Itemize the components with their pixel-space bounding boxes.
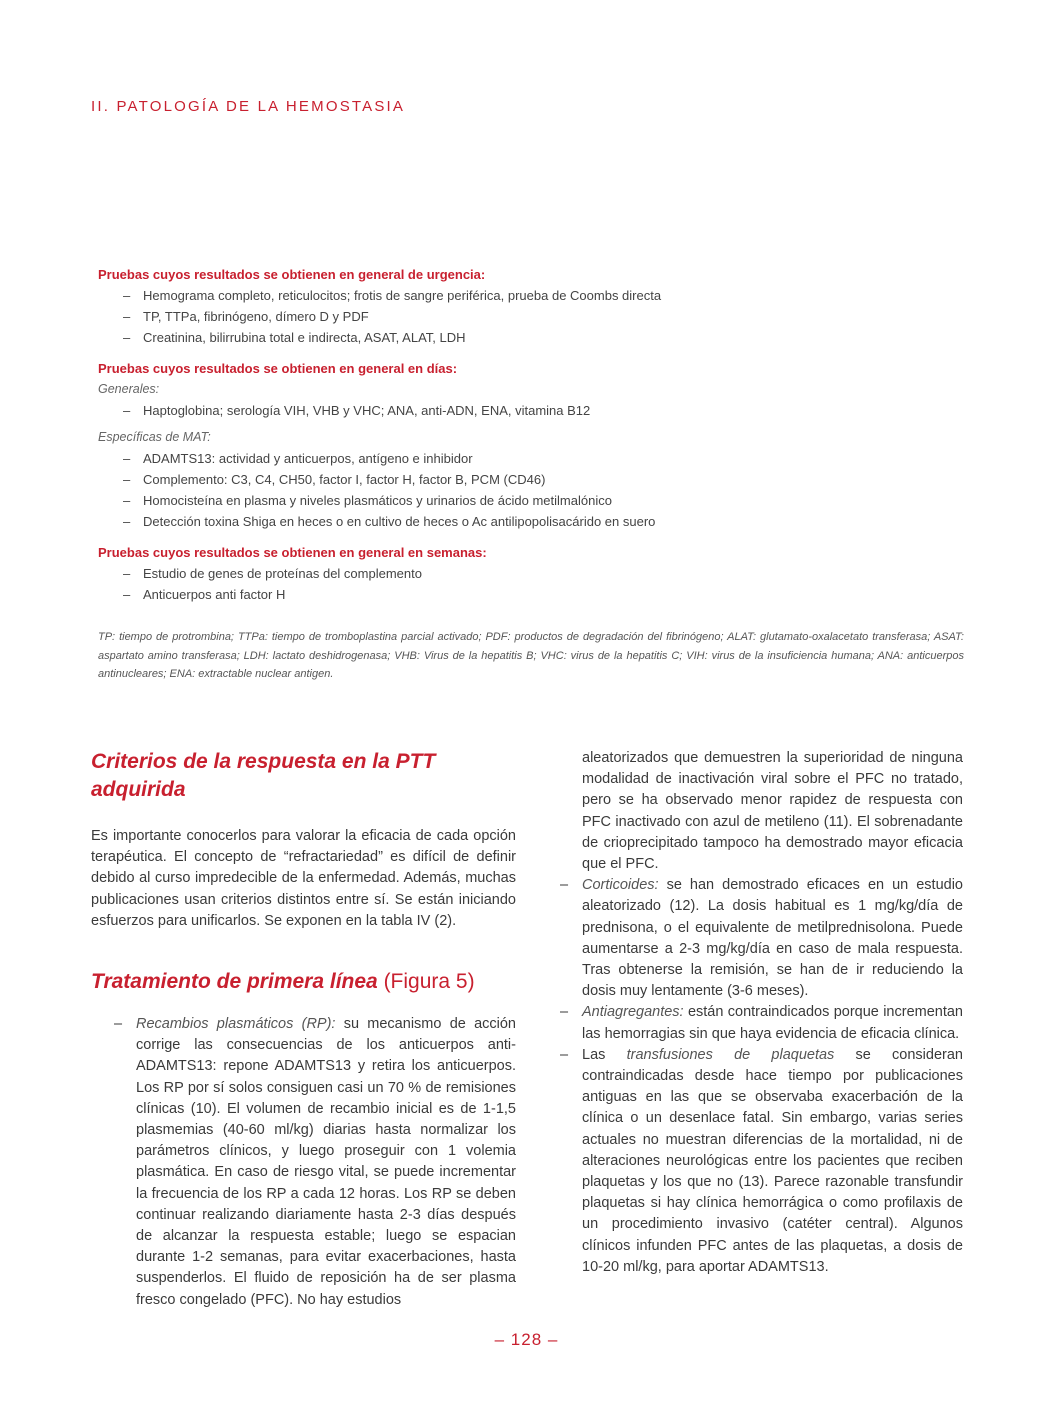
item-text: su mecanismo de acción corrige las consecuencias de los anticuerpos anti-ADAMTS13: repone ADAMTS13 y retira los anticuerpos. Los RP por sí solos consiguen casi un 70 % de remisiones clínicas (10). El volumen de recambio inicial es de 1-1,5 plasmemias (40-60 ml/kg) diarias hasta normalizar los parámetros clínicos, y luego proseguir con 1 volemia plasmática. En caso de riesgo vital, se puede incrementar la frecuencia de los RP a cada 12 horas. Los RP se deben continuar realizando diariamente hasta 2-3 días después de alcanzar la respuesta estable; luego se espacian durante 1-2 semanas, para evitar exacerbaciones, hasta suspenderlos. El fluido de reposición ha de ser plasma fresco congelado (PFC). No hay estudios (136, 1016, 516, 1308)
term: Antiagregantes: (582, 1004, 684, 1021)
abbreviations-note: TP: tiempo de protrombina; TTPa: tiempo de tromboplastina parcial activado; PDF: productos de degradación del fibrinógeno; ALAT: glutamato-oxalacetato transferasa; ASAT: aspartato amino transferasa; LDH: lactato deshidrogenasa; VHB: Virus de la hepatitis B; VHC: virus de la hepatitis C; VIH: virus de la insuficiencia humana; ANA: anticuerpos antinucleares; ENA: extractable nuclear antigen. (98, 631, 964, 680)
list-item: – Detección toxina Shiga en heces o en cultivo de heces o Ac antilipopolisacárido en suero (98, 511, 968, 532)
urgent-tests-heading: Pruebas cuyos resultados se obtienen en general de urgencia: (98, 267, 486, 282)
treatment-title-text: Tratamiento de primera línea (91, 970, 378, 994)
item-text: están contraindicados porque incrementan las hemorragias sin que haya evidencia de eficacia clínica. (582, 1004, 963, 1042)
list-item (582, 1002, 963, 1044)
specific-label: Específicas de MAT: (98, 430, 211, 444)
item-prefix: Las (582, 1046, 627, 1063)
list-item: – Creatinina, bilirrubina total e indirecta, ASAT, ALAT, LDH (98, 327, 968, 348)
left-column (91, 748, 516, 1311)
urgent-tests (98, 264, 968, 348)
list-item: – Complemento: C3, C4, CH50, factor I, factor H, factor B, PCM (CD46) (98, 469, 968, 490)
list-item: – ADAMTS13: actividad y anticuerpos, antígeno e inhibidor (98, 448, 968, 469)
criteria-title: Criterios de la respuesta en la PTT adquirida (91, 750, 436, 801)
list-item (582, 875, 963, 1002)
page-number: – 128 – (494, 1330, 559, 1349)
treatment-title (91, 968, 516, 996)
list-item: – Hemograma completo, reticulocitos; frotis de sangre periférica, prueba de Coombs directa (98, 285, 968, 306)
item-text: se han demostrado eficaces en un estudio aleatorizado (12). La dosis habitual es 1 mg/kg/día de prednisona, o el equivalente de metilprednisolona. Puede aumentarse a 2-3 mg/kg/día en caso de mala respuesta. Tras obtenerse la remisión, se han de ir reduciendo la dosis muy lentamente (3-6 meses). (582, 877, 963, 1000)
criteria-body: Es importante conocerlos para valorar la eficacia de cada opción terapéutica. El concepto de “refractariedad” es difícil de definir debido al curso impredecible de la enfermedad. Además, muchas publicaciones usan criterios distintos entre sí. Se están iniciando esfuerzos para unificarlos. Se exponen en la tabla IV (2). (91, 828, 516, 929)
weeks-tests-heading: Pruebas cuyos resultados se obtienen en general en semanas: (98, 545, 487, 560)
tests-box (98, 264, 968, 615)
page-header: II. PATOLOGÍA DE LA HEMOSTASIA (91, 98, 406, 115)
term: Recambios plasmáticos (RP): (136, 1016, 336, 1033)
general-label: Generales: (98, 382, 160, 396)
term: transfusiones de plaquetas (626, 1046, 835, 1063)
list-item (582, 1045, 963, 1278)
list-item: – TP, TTPa, fibrinógeno, dímero D y PDF (98, 306, 968, 327)
list-item: – Homocisteína en plasma y niveles plasmáticos y urinarios de ácido metilmalónico (98, 490, 968, 511)
continuation-text: aleatorizados que demuestren la superioridad de ninguna modalidad de inactivación viral sobre el PFC no tratado, pero se ha observado menor rapidez de respuesta con PFC inactivado con azul de metileno (11). El sobrenadante de crioprecipitado tampoco ha demostrado mayor eficacia que el PFC. (582, 750, 963, 873)
treatment-list (91, 1014, 516, 1311)
days-tests-heading: Pruebas cuyos resultados se obtienen en general en días: (98, 361, 458, 376)
treatment-list-continued (559, 875, 963, 1278)
item-text: se consideran contraindicadas desde hace tiempo por publicaciones antiguas en las que se observaba exacerbación de la clínica o un desenlace fatal. Sin embargo, varias series actuales no muestran diferencias de la mortalidad, ni de alteraciones neurológicas entre los pacientes que reciben plaquetas y los que no (13). Parece razonable transfundir plaquetas si hay clínica hemorrágica o como profilaxis de un procedimiento invasivo (catéter central). Algunos clínicos infunden PFC antes de las plaquetas, a dosis de 10-20 ml/kg, para aportar ADAMTS13. (582, 1046, 963, 1275)
days-tests (98, 358, 968, 532)
list-item (136, 1014, 516, 1311)
list-item: – Estudio de genes de proteínas del complemento (98, 563, 968, 584)
term: Corticoides: (582, 877, 659, 894)
weeks-tests (98, 542, 968, 605)
list-item: – Anticuerpos anti factor H (98, 584, 968, 605)
right-column (559, 748, 963, 1278)
figure-reference: (Figura 5) (383, 970, 475, 994)
list-item: – Haptoglobina; serología VIH, VHB y VHC; ANA, anti-ADN, ENA, vitamina B12 (98, 400, 968, 421)
